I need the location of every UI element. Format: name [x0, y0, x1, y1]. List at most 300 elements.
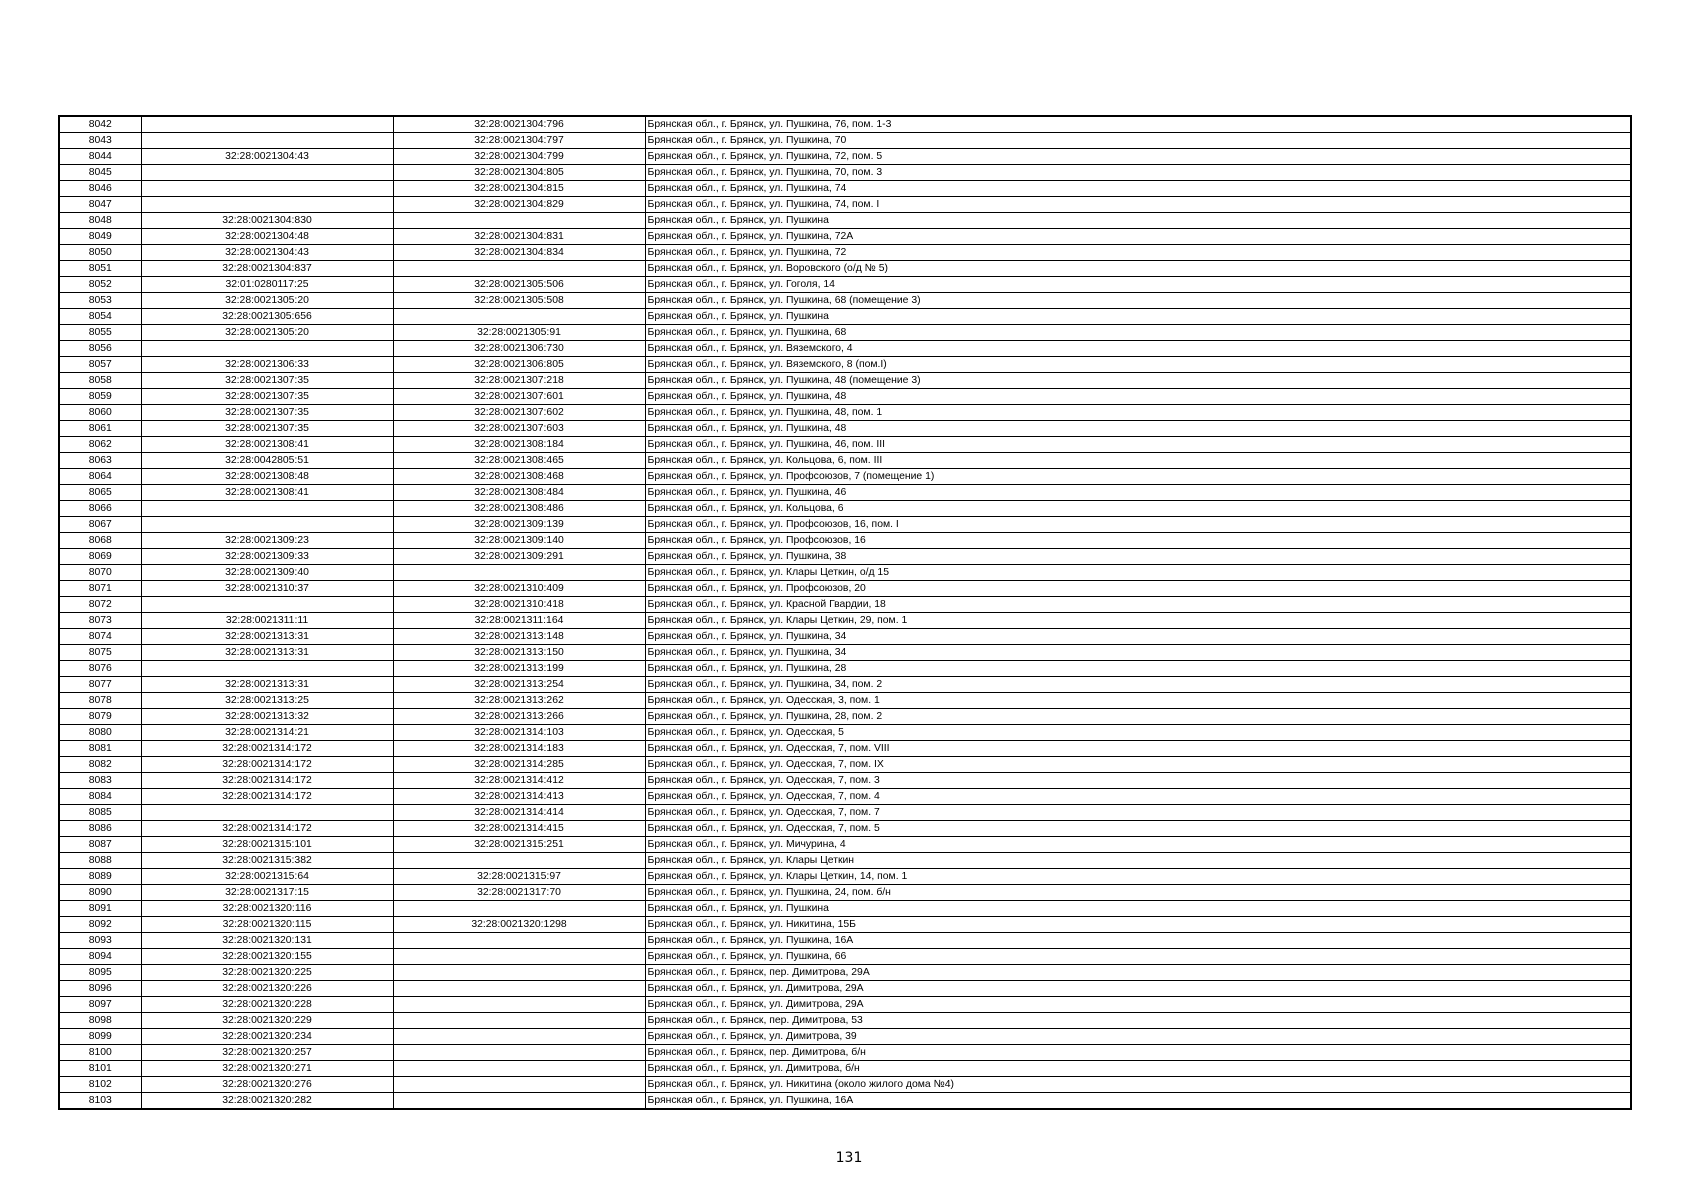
row-number-cell: 8084 — [59, 789, 141, 805]
table-row — [59, 709, 1631, 725]
table-row — [59, 997, 1631, 1013]
cadastral-number-cell: 32:28:0021307:35 — [141, 373, 393, 389]
object-cadastral-number-cell: 32:28:0021317:70 — [393, 885, 645, 901]
object-cadastral-number-cell: 32:28:0021307:601 — [393, 389, 645, 405]
address-cell: Брянская обл., г. Брянск, ул. Профсоюзов, 16, пом. I — [645, 517, 1631, 533]
row-number-cell: 8079 — [59, 709, 141, 725]
address-cell: Брянская обл., г. Брянск, ул. Никитина (около жилого дома №4) — [645, 1077, 1631, 1093]
address-cell: Брянская обл., г. Брянск, ул. Димитрова, 29А — [645, 981, 1631, 997]
object-cadastral-number-cell: 32:28:0021304:834 — [393, 245, 645, 261]
cadastral-number-cell: 32:28:0021320:115 — [141, 917, 393, 933]
object-cadastral-number-cell: 32:28:0021310:418 — [393, 597, 645, 613]
object-cadastral-number-cell: 32:28:0021305:506 — [393, 277, 645, 293]
cadastral-number-cell: 32:28:0021313:32 — [141, 709, 393, 725]
object-cadastral-number-cell — [393, 981, 645, 997]
table-row — [59, 116, 1631, 133]
table-row — [59, 597, 1631, 613]
row-number-cell: 8098 — [59, 1013, 141, 1029]
object-cadastral-number-cell: 32:28:0021313:199 — [393, 661, 645, 677]
table-row — [59, 357, 1631, 373]
cadastral-number-cell — [141, 116, 393, 133]
row-number-cell: 8063 — [59, 453, 141, 469]
cadastral-number-cell: 32:28:0021308:41 — [141, 485, 393, 501]
object-cadastral-number-cell: 32:28:0021308:184 — [393, 437, 645, 453]
object-cadastral-number-cell: 32:28:0021313:148 — [393, 629, 645, 645]
row-number-cell: 8078 — [59, 693, 141, 709]
row-number-cell: 8092 — [59, 917, 141, 933]
object-cadastral-number-cell — [393, 901, 645, 917]
cadastral-number-cell: 32:28:0021320:155 — [141, 949, 393, 965]
registry-table-body — [59, 116, 1631, 1109]
row-number-cell: 8089 — [59, 869, 141, 885]
address-cell: Брянская обл., г. Брянск, ул. Пушкина, 74 — [645, 181, 1631, 197]
row-number-cell: 8073 — [59, 613, 141, 629]
cadastral-number-cell: 32:28:0021307:35 — [141, 405, 393, 421]
object-cadastral-number-cell: 32:28:0021307:603 — [393, 421, 645, 437]
object-cadastral-number-cell: 32:28:0021315:97 — [393, 869, 645, 885]
object-cadastral-number-cell — [393, 1013, 645, 1029]
table-row — [59, 565, 1631, 581]
row-number-cell: 8074 — [59, 629, 141, 645]
row-number-cell: 8088 — [59, 853, 141, 869]
table-row — [59, 629, 1631, 645]
row-number-cell: 8093 — [59, 933, 141, 949]
object-cadastral-number-cell: 32:28:0021313:262 — [393, 693, 645, 709]
address-cell: Брянская обл., г. Брянск, ул. Пушкина, 34 — [645, 645, 1631, 661]
address-cell: Брянская обл., г. Брянск, ул. Пушкина, 28, пом. 2 — [645, 709, 1631, 725]
table-row — [59, 741, 1631, 757]
object-cadastral-number-cell: 32:28:0021305:91 — [393, 325, 645, 341]
table-row — [59, 821, 1631, 837]
row-number-cell: 8096 — [59, 981, 141, 997]
address-cell: Брянская обл., г. Брянск, ул. Одесская, 7, пом. 5 — [645, 821, 1631, 837]
cadastral-number-cell: 32:28:0021308:48 — [141, 469, 393, 485]
table-row — [59, 901, 1631, 917]
cadastral-number-cell: 32:28:0021320:229 — [141, 1013, 393, 1029]
address-cell: Брянская обл., г. Брянск, ул. Красной Гвардии, 18 — [645, 597, 1631, 613]
object-cadastral-number-cell: 32:28:0021310:409 — [393, 581, 645, 597]
table-row — [59, 533, 1631, 549]
object-cadastral-number-cell: 32:28:0021314:183 — [393, 741, 645, 757]
table-row — [59, 501, 1631, 517]
row-number-cell: 8070 — [59, 565, 141, 581]
table-row — [59, 1093, 1631, 1110]
table-row — [59, 981, 1631, 997]
table-row — [59, 645, 1631, 661]
table-row — [59, 549, 1631, 565]
row-number-cell: 8071 — [59, 581, 141, 597]
object-cadastral-number-cell: 32:28:0021309:139 — [393, 517, 645, 533]
cadastral-number-cell: 32:28:0021320:116 — [141, 901, 393, 917]
row-number-cell: 8081 — [59, 741, 141, 757]
address-cell: Брянская обл., г. Брянск, ул. Никитина, 15Б — [645, 917, 1631, 933]
address-cell: Брянская обл., г. Брянск, ул. Пушкина, 70, пом. 3 — [645, 165, 1631, 181]
cadastral-number-cell — [141, 197, 393, 213]
address-cell: Брянская обл., г. Брянск, ул. Димитрова, 39 — [645, 1029, 1631, 1045]
object-cadastral-number-cell: 32:28:0021320:1298 — [393, 917, 645, 933]
cadastral-number-cell: 32:28:0021314:21 — [141, 725, 393, 741]
row-number-cell: 8056 — [59, 341, 141, 357]
address-cell: Брянская обл., г. Брянск, ул. Пушкина, 72, пом. 5 — [645, 149, 1631, 165]
object-cadastral-number-cell: 32:28:0021307:218 — [393, 373, 645, 389]
object-cadastral-number-cell — [393, 1045, 645, 1061]
table-row — [59, 405, 1631, 421]
address-cell: Брянская обл., г. Брянск, ул. Клары Цеткин — [645, 853, 1631, 869]
table-row — [59, 677, 1631, 693]
row-number-cell: 8053 — [59, 293, 141, 309]
object-cadastral-number-cell: 32:28:0021314:412 — [393, 773, 645, 789]
object-cadastral-number-cell: 32:28:0021314:415 — [393, 821, 645, 837]
address-cell: Брянская обл., г. Брянск, ул. Пушкина, 48 (помещение 3) — [645, 373, 1631, 389]
row-number-cell: 8054 — [59, 309, 141, 325]
object-cadastral-number-cell: 32:28:0021306:730 — [393, 341, 645, 357]
object-cadastral-number-cell: 32:28:0021308:465 — [393, 453, 645, 469]
address-cell: Брянская обл., г. Брянск, ул. Димитрова, 29А — [645, 997, 1631, 1013]
object-cadastral-number-cell: 32:28:0021309:291 — [393, 549, 645, 565]
object-cadastral-number-cell: 32:28:0021308:486 — [393, 501, 645, 517]
table-row — [59, 933, 1631, 949]
table-row — [59, 1061, 1631, 1077]
cadastral-number-cell: 32:28:0021304:48 — [141, 229, 393, 245]
object-cadastral-number-cell — [393, 1061, 645, 1077]
address-cell: Брянская обл., г. Брянск, ул. Пушкина, 72А — [645, 229, 1631, 245]
row-number-cell: 8049 — [59, 229, 141, 245]
cadastral-number-cell — [141, 181, 393, 197]
table-row — [59, 837, 1631, 853]
address-cell: Брянская обл., г. Брянск, ул. Пушкина, 16А — [645, 933, 1631, 949]
cadastral-number-cell: 32:28:0021304:830 — [141, 213, 393, 229]
cadastral-number-cell: 32:01:0280117:25 — [141, 277, 393, 293]
cadastral-number-cell: 32:28:0021314:172 — [141, 757, 393, 773]
object-cadastral-number-cell: 32:28:0021313:150 — [393, 645, 645, 661]
cadastral-number-cell: 32:28:0021308:41 — [141, 437, 393, 453]
table-row — [59, 373, 1631, 389]
cadastral-number-cell: 32:28:0021310:37 — [141, 581, 393, 597]
address-cell: Брянская обл., г. Брянск, ул. Пушкина, 48, пом. 1 — [645, 405, 1631, 421]
table-row — [59, 917, 1631, 933]
cadastral-number-cell: 32:28:0021309:40 — [141, 565, 393, 581]
row-number-cell: 8080 — [59, 725, 141, 741]
object-cadastral-number-cell: 32:28:0021306:805 — [393, 357, 645, 373]
cadastral-number-cell: 32:28:0021320:131 — [141, 933, 393, 949]
table-row — [59, 453, 1631, 469]
object-cadastral-number-cell: 32:28:0021304:797 — [393, 133, 645, 149]
object-cadastral-number-cell — [393, 1093, 645, 1110]
object-cadastral-number-cell: 32:28:0021313:266 — [393, 709, 645, 725]
table-row — [59, 613, 1631, 629]
row-number-cell: 8068 — [59, 533, 141, 549]
address-cell: Брянская обл., г. Брянск, ул. Пушкина, 46, пом. III — [645, 437, 1631, 453]
address-cell: Брянская обл., г. Брянск, ул. Пушкина, 48 — [645, 389, 1631, 405]
address-cell: Брянская обл., г. Брянск, ул. Пушкина — [645, 309, 1631, 325]
table-row — [59, 277, 1631, 293]
row-number-cell: 8101 — [59, 1061, 141, 1077]
object-cadastral-number-cell: 32:28:0021315:251 — [393, 837, 645, 853]
table-row — [59, 389, 1631, 405]
cadastral-number-cell: 32:28:0021320:257 — [141, 1045, 393, 1061]
row-number-cell: 8095 — [59, 965, 141, 981]
row-number-cell: 8103 — [59, 1093, 141, 1110]
address-cell: Брянская обл., г. Брянск, ул. Пушкина, 16А — [645, 1093, 1631, 1110]
cadastral-number-cell: 32:28:0021304:43 — [141, 149, 393, 165]
table-row — [59, 437, 1631, 453]
cadastral-number-cell — [141, 501, 393, 517]
row-number-cell: 8050 — [59, 245, 141, 261]
table-row — [59, 885, 1631, 901]
table-row — [59, 133, 1631, 149]
table-row — [59, 293, 1631, 309]
address-cell: Брянская обл., г. Брянск, ул. Пушкина, 46 — [645, 485, 1631, 501]
address-cell: Брянская обл., г. Брянск, ул. Клары Цеткин, 29, пом. 1 — [645, 613, 1631, 629]
table-row — [59, 1045, 1631, 1061]
table-row — [59, 469, 1631, 485]
cadastral-number-cell: 32:28:0021304:837 — [141, 261, 393, 277]
row-number-cell: 8043 — [59, 133, 141, 149]
object-cadastral-number-cell: 32:28:0021309:140 — [393, 533, 645, 549]
object-cadastral-number-cell: 32:28:0021307:602 — [393, 405, 645, 421]
row-number-cell: 8060 — [59, 405, 141, 421]
object-cadastral-number-cell — [393, 933, 645, 949]
row-number-cell: 8048 — [59, 213, 141, 229]
row-number-cell: 8082 — [59, 757, 141, 773]
cadastral-number-cell: 32:28:0021314:172 — [141, 773, 393, 789]
cadastral-number-cell: 32:28:0021320:225 — [141, 965, 393, 981]
row-number-cell: 8085 — [59, 805, 141, 821]
row-number-cell: 8058 — [59, 373, 141, 389]
table-row — [59, 805, 1631, 821]
address-cell: Брянская обл., г. Брянск, ул. Мичурина, 4 — [645, 837, 1631, 853]
cadastral-number-cell: 32:28:0021314:172 — [141, 741, 393, 757]
object-cadastral-number-cell: 32:28:0021313:254 — [393, 677, 645, 693]
row-number-cell: 8064 — [59, 469, 141, 485]
object-cadastral-number-cell — [393, 949, 645, 965]
row-number-cell: 8087 — [59, 837, 141, 853]
object-cadastral-number-cell: 32:28:0021305:508 — [393, 293, 645, 309]
object-cadastral-number-cell: 32:28:0021304:805 — [393, 165, 645, 181]
row-number-cell: 8077 — [59, 677, 141, 693]
row-number-cell: 8067 — [59, 517, 141, 533]
object-cadastral-number-cell: 32:28:0021304:829 — [393, 197, 645, 213]
row-number-cell: 8042 — [59, 116, 141, 133]
table-row — [59, 325, 1631, 341]
address-cell: Брянская обл., г. Брянск, ул. Пушкина, 34 — [645, 629, 1631, 645]
table-row — [59, 197, 1631, 213]
address-cell: Брянская обл., г. Брянск, ул. Пушкина, 38 — [645, 549, 1631, 565]
table-row — [59, 661, 1631, 677]
object-cadastral-number-cell — [393, 997, 645, 1013]
table-row — [59, 581, 1631, 597]
address-cell: Брянская обл., г. Брянск, ул. Кольцова, 6 — [645, 501, 1631, 517]
cadastral-number-cell: 32:28:0021307:35 — [141, 389, 393, 405]
object-cadastral-number-cell: 32:28:0021308:484 — [393, 485, 645, 501]
address-cell: Брянская обл., г. Брянск, ул. Воровского (о/д № 5) — [645, 261, 1631, 277]
object-cadastral-number-cell — [393, 965, 645, 981]
table-row — [59, 517, 1631, 533]
cadastral-number-cell: 32:28:0021309:33 — [141, 549, 393, 565]
row-number-cell: 8059 — [59, 389, 141, 405]
address-cell: Брянская обл., г. Брянск, ул. Гоголя, 14 — [645, 277, 1631, 293]
cadastral-number-cell: 32:28:0021320:282 — [141, 1093, 393, 1110]
cadastral-number-cell — [141, 165, 393, 181]
row-number-cell: 8072 — [59, 597, 141, 613]
cadastral-number-cell: 32:28:0021313:31 — [141, 677, 393, 693]
address-cell: Брянская обл., г. Брянск, ул. Кольцова, 6, пом. III — [645, 453, 1631, 469]
cadastral-number-cell: 32:28:0021320:276 — [141, 1077, 393, 1093]
row-number-cell: 8065 — [59, 485, 141, 501]
address-cell: Брянская обл., г. Брянск, ул. Пушкина, 68 — [645, 325, 1631, 341]
cadastral-number-cell: 32:28:0042805:51 — [141, 453, 393, 469]
cadastral-number-cell: 32:28:0021313:31 — [141, 645, 393, 661]
address-cell: Брянская обл., г. Брянск, ул. Одесская, 7, пом. VIII — [645, 741, 1631, 757]
table-row — [59, 1013, 1631, 1029]
address-cell: Брянская обл., г. Брянск, ул. Пушкина, 24, пом. б/н — [645, 885, 1631, 901]
table-row — [59, 165, 1631, 181]
table-row — [59, 245, 1631, 261]
table-row — [59, 693, 1631, 709]
row-number-cell: 8094 — [59, 949, 141, 965]
page-number: 131 — [835, 1150, 863, 1166]
table-row — [59, 149, 1631, 165]
cadastral-number-cell: 32:28:0021315:382 — [141, 853, 393, 869]
table-row — [59, 213, 1631, 229]
address-cell: Брянская обл., г. Брянск, ул. Пушкина, 70 — [645, 133, 1631, 149]
address-cell: Брянская обл., г. Брянск, ул. Пушкина, 68 (помещение 3) — [645, 293, 1631, 309]
cadastral-number-cell: 32:28:0021305:20 — [141, 325, 393, 341]
object-cadastral-number-cell — [393, 261, 645, 277]
row-number-cell: 8086 — [59, 821, 141, 837]
cadastral-number-cell: 32:28:0021315:101 — [141, 837, 393, 853]
row-number-cell: 8055 — [59, 325, 141, 341]
table-row — [59, 853, 1631, 869]
cadastral-number-cell — [141, 597, 393, 613]
cadastral-number-cell: 32:28:0021305:656 — [141, 309, 393, 325]
row-number-cell: 8066 — [59, 501, 141, 517]
cadastral-number-cell: 32:28:0021314:172 — [141, 789, 393, 805]
table-row — [59, 1077, 1631, 1093]
cadastral-number-cell — [141, 133, 393, 149]
object-cadastral-number-cell — [393, 1077, 645, 1093]
object-cadastral-number-cell: 32:28:0021314:285 — [393, 757, 645, 773]
address-cell: Брянская обл., г. Брянск, ул. Одесская, 7, пом. IX — [645, 757, 1631, 773]
object-cadastral-number-cell: 32:28:0021314:413 — [393, 789, 645, 805]
address-cell: Брянская обл., г. Брянск, ул. Клары Цеткин, о/д 15 — [645, 565, 1631, 581]
address-cell: Брянская обл., г. Брянск, ул. Одесская, 7, пом. 7 — [645, 805, 1631, 821]
address-cell: Брянская обл., г. Брянск, ул. Пушкина, 72 — [645, 245, 1631, 261]
row-number-cell: 8046 — [59, 181, 141, 197]
table-row — [59, 421, 1631, 437]
table-row — [59, 341, 1631, 357]
row-number-cell: 8083 — [59, 773, 141, 789]
cadastral-number-cell: 32:28:0021311:11 — [141, 613, 393, 629]
address-cell: Брянская обл., г. Брянск, ул. Профсоюзов, 7 (помещение 1) — [645, 469, 1631, 485]
object-cadastral-number-cell: 32:28:0021311:164 — [393, 613, 645, 629]
address-cell: Брянская обл., г. Брянск, ул. Пушкина, 76, пом. 1-3 — [645, 116, 1631, 133]
table-row — [59, 965, 1631, 981]
table-row — [59, 773, 1631, 789]
object-cadastral-number-cell: 32:28:0021308:468 — [393, 469, 645, 485]
table-row — [59, 725, 1631, 741]
object-cadastral-number-cell: 32:28:0021314:103 — [393, 725, 645, 741]
row-number-cell: 8057 — [59, 357, 141, 373]
address-cell: Брянская обл., г. Брянск, ул. Одесская, 7, пом. 3 — [645, 773, 1631, 789]
cadastral-number-cell: 32:28:0021315:64 — [141, 869, 393, 885]
cadastral-number-cell: 32:28:0021317:15 — [141, 885, 393, 901]
address-cell: Брянская обл., г. Брянск, ул. Одесская, 3, пом. 1 — [645, 693, 1631, 709]
address-cell: Брянская обл., г. Брянск, пер. Димитрова, 53 — [645, 1013, 1631, 1029]
cadastral-number-cell: 32:28:0021313:31 — [141, 629, 393, 645]
row-number-cell: 8069 — [59, 549, 141, 565]
cadastral-number-cell: 32:28:0021305:20 — [141, 293, 393, 309]
object-cadastral-number-cell: 32:28:0021304:815 — [393, 181, 645, 197]
cadastral-number-cell: 32:28:0021320:228 — [141, 997, 393, 1013]
address-cell: Брянская обл., г. Брянск, пер. Димитрова, 29А — [645, 965, 1631, 981]
object-cadastral-number-cell: 32:28:0021314:414 — [393, 805, 645, 821]
address-cell: Брянская обл., г. Брянск, ул. Профсоюзов, 16 — [645, 533, 1631, 549]
cadastral-number-cell — [141, 661, 393, 677]
address-cell: Брянская обл., г. Брянск, ул. Пушкина, 28 — [645, 661, 1631, 677]
address-cell: Брянская обл., г. Брянск, ул. Пушкина, 74, пом. I — [645, 197, 1631, 213]
table-row — [59, 485, 1631, 501]
address-cell: Брянская обл., г. Брянск, ул. Одесская, 7, пом. 4 — [645, 789, 1631, 805]
table-row — [59, 869, 1631, 885]
address-cell: Брянская обл., г. Брянск, пер. Димитрова, б/н — [645, 1045, 1631, 1061]
table-row — [59, 757, 1631, 773]
row-number-cell: 8051 — [59, 261, 141, 277]
cadastral-number-cell — [141, 341, 393, 357]
cadastral-number-cell: 32:28:0021309:23 — [141, 533, 393, 549]
address-cell: Брянская обл., г. Брянск, ул. Пушкина — [645, 901, 1631, 917]
address-cell: Брянская обл., г. Брянск, ул. Пушкина, 66 — [645, 949, 1631, 965]
registry-table — [58, 115, 1632, 1110]
cadastral-number-cell: 32:28:0021304:43 — [141, 245, 393, 261]
table-row — [59, 261, 1631, 277]
table-row — [59, 789, 1631, 805]
row-number-cell: 8052 — [59, 277, 141, 293]
address-cell: Брянская обл., г. Брянск, ул. Клары Цеткин, 14, пом. 1 — [645, 869, 1631, 885]
cadastral-number-cell: 32:28:0021320:234 — [141, 1029, 393, 1045]
row-number-cell: 8045 — [59, 165, 141, 181]
row-number-cell: 8099 — [59, 1029, 141, 1045]
cadastral-number-cell: 32:28:0021306:33 — [141, 357, 393, 373]
table-row — [59, 181, 1631, 197]
row-number-cell: 8090 — [59, 885, 141, 901]
object-cadastral-number-cell — [393, 213, 645, 229]
table-row — [59, 1029, 1631, 1045]
row-number-cell: 8076 — [59, 661, 141, 677]
object-cadastral-number-cell — [393, 565, 645, 581]
row-number-cell: 8075 — [59, 645, 141, 661]
cadastral-number-cell — [141, 517, 393, 533]
row-number-cell: 8097 — [59, 997, 141, 1013]
object-cadastral-number-cell: 32:28:0021304:831 — [393, 229, 645, 245]
address-cell: Брянская обл., г. Брянск, ул. Пушкина — [645, 213, 1631, 229]
table-row — [59, 309, 1631, 325]
object-cadastral-number-cell — [393, 1029, 645, 1045]
table-row — [59, 229, 1631, 245]
address-cell: Брянская обл., г. Брянск, ул. Пушкина, 34, пом. 2 — [645, 677, 1631, 693]
address-cell: Брянская обл., г. Брянск, ул. Вяземского, 8 (пом.I) — [645, 357, 1631, 373]
row-number-cell: 8044 — [59, 149, 141, 165]
cadastral-number-cell: 32:28:0021307:35 — [141, 421, 393, 437]
row-number-cell: 8061 — [59, 421, 141, 437]
object-cadastral-number-cell — [393, 853, 645, 869]
row-number-cell: 8091 — [59, 901, 141, 917]
address-cell: Брянская обл., г. Брянск, ул. Одесская, 5 — [645, 725, 1631, 741]
object-cadastral-number-cell: 32:28:0021304:796 — [393, 116, 645, 133]
row-number-cell: 8062 — [59, 437, 141, 453]
address-cell: Брянская обл., г. Брянск, ул. Димитрова, б/н — [645, 1061, 1631, 1077]
object-cadastral-number-cell — [393, 309, 645, 325]
